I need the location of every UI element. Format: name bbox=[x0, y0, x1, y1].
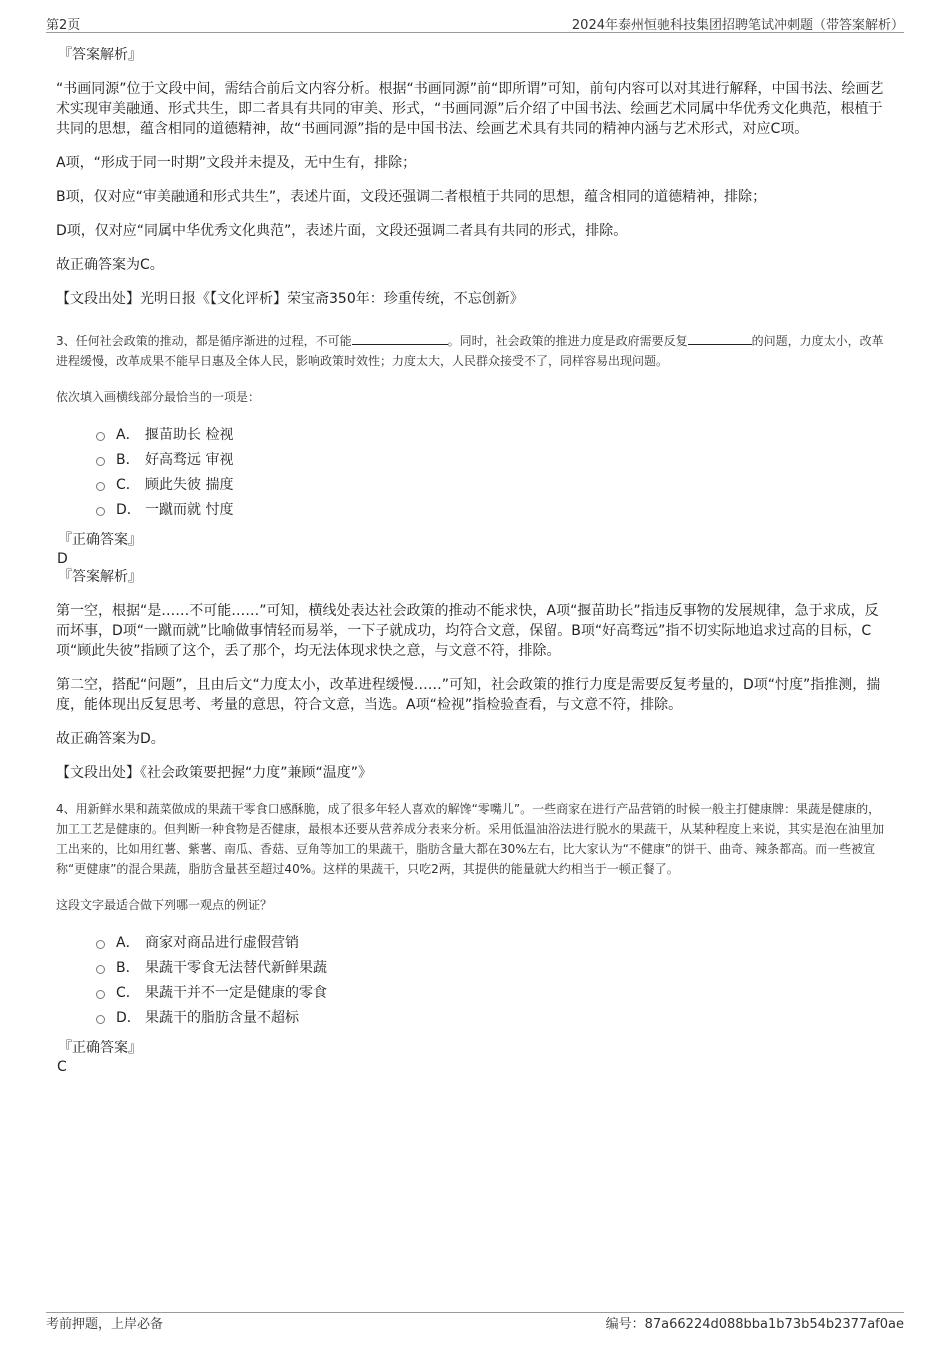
page-content bbox=[56, 46, 892, 1076]
q4-option-c[interactable]: C． 果蔬干并不一定是健康的零食 bbox=[56, 981, 892, 1006]
q3-option-a[interactable]: A． 揠苗助长 检视 bbox=[56, 423, 892, 448]
q3-prompt: 依次填入画横线部分最恰当的一项是： bbox=[56, 390, 261, 404]
radio-button[interactable] bbox=[96, 940, 105, 949]
q3-answer: D bbox=[57, 551, 68, 567]
q3-source: 【文段出处】《社会政策要把握“力度”兼顾“温度”》 bbox=[56, 765, 373, 781]
q4-option-b[interactable]: B． 果蔬干零食无法替代新鲜果蔬 bbox=[56, 956, 892, 981]
q3-conclusion: 故正确答案为D。 bbox=[56, 731, 165, 747]
q4-stem: 4、用新鲜水果和蔬菜做成的果蔬干零食口感酥脆，成了很多年轻人喜欢的解馋“零嘴儿”。一些商家在进行产品营销的时候一般主打健康牌：果蔬是健康的，加工工艺是健康的。但判断一种食物是否健康，最根本还要从营养成分表来分析。采用低温油浴法进行脱水的果蔬干，从某种程度上来说，其实是泡在油里加工出来的，比如用红薯、紫薯、南瓜、香菇、豆角等加工的果蔬干，脂肪含量大都在30%左右，比大家认为“不健康”的饼干、曲奇、辣条都高。而一些被宣称“更健康”的混合果蔬，脂肪含量甚至超过40%。这样的果蔬干，只吃2两，其提供的能量就大约相当于一顿正餐了。 bbox=[56, 802, 885, 876]
q2-source: 【文段出处】光明日报《【文化评析】荣宝斋350年：珍重传统，不忘创新》 bbox=[56, 291, 524, 307]
q2-analysis-option-a: A项，“形成于同一时期”文段并未提及，无中生有，排除； bbox=[56, 155, 417, 171]
q2-conclusion: 故正确答案为C。 bbox=[56, 257, 164, 273]
q2-analysis-paragraph: “书画同源”位于文段中间，需结合前后文内容分析。根据“书画同源”前“即所谓”可知，前句内容可以对其进行解释，中国书法、绘画艺术实现审美融通、形式共生，即二者具有共同的审美、形式，“书画同源”后介绍了中国书法、绘画艺术同属中华优秀文化典范，根植于共同的思想，蕴含相同的道德精神，故“书画同源”指的是中国书法、绘画艺术具有共同的精神内涵与艺术形式，对应C项。 bbox=[56, 81, 884, 137]
q4-answer-label: 『正确答案』 bbox=[58, 1040, 142, 1056]
q3-options bbox=[56, 423, 892, 523]
q4-option-a[interactable]: A． 商家对商品进行虚假营销 bbox=[56, 931, 892, 956]
q2-analysis-option-d: D项，仅对应“同属中华优秀文化典范”，表述片面，文段还强调二者具有共同的形式，排除。 bbox=[56, 223, 628, 239]
page-header bbox=[46, 14, 904, 33]
radio-button[interactable] bbox=[96, 457, 105, 466]
q3-option-b[interactable]: B． 好高骛远 审视 bbox=[56, 448, 892, 473]
q3-analysis-blank-2: 第二空，搭配“问题”，且由后文“力度太小，改革进程缓慢……”可知，社会政策的推行力度是需要反复考量的，D项“忖度”指推测，揣度，能体现出反复思考、考量的意思，符合文意，当选。A项“检视”指检验查看，与文意不符，排除。 bbox=[56, 677, 881, 713]
radio-button[interactable] bbox=[96, 482, 105, 491]
q3-answer-label: 『正确答案』 bbox=[58, 532, 142, 548]
page-number: 第2页 bbox=[46, 18, 81, 33]
radio-button[interactable] bbox=[96, 1015, 105, 1024]
q3-analysis-label: 『答案解析』 bbox=[58, 569, 142, 585]
document-title: 2024年泰州恒驰科技集团招聘笔试冲刺题（带答案解析） bbox=[571, 18, 904, 33]
radio-button[interactable] bbox=[96, 432, 105, 441]
q3-analysis-blank-1: 第一空，根据“是……不可能……”可知，横线处表达社会政策的推动不能求快，A项“揠苗助长”指违反事物的发展规律，急于求成，反而坏事，D项“一蹴而就”比喻做事情轻而易举，一下子就成功，均符合文意，保留。B项“好高骛远”指不切实际地追求过高的目标，C项“顾此失彼”指顾了这个，丢了那个，均无法体现求快之意，与文意不符，排除。 bbox=[56, 603, 879, 659]
q2-analysis-label: 『答案解析』 bbox=[58, 47, 142, 63]
q2-analysis-option-b: B项，仅对应“审美融通和形式共生”，表述片面，文段还强调二者根植于共同的思想，蕴含相同的道德精神，排除； bbox=[56, 189, 767, 205]
radio-button[interactable] bbox=[96, 965, 105, 974]
radio-button[interactable] bbox=[96, 990, 105, 999]
q4-option-d[interactable]: D． 果蔬干的脂肪含量不超标 bbox=[56, 1006, 892, 1031]
q3-stem: 3、任何社会政策的推动，都是循序渐进的过程，不可能 。同时，社会政策的推进力度是政府需要反复 的问题，力度太小，改革进程缓慢，改革成果不能早日惠及全体人民，影响政策时效性；力度太大，人民群众接受不了，同样容易出现问题。 bbox=[56, 334, 884, 368]
q4-prompt: 这段文字最适合做下列哪一观点的例证？ bbox=[56, 898, 273, 912]
radio-button[interactable] bbox=[96, 507, 105, 516]
q3-option-d[interactable]: D． 一蹴而就 忖度 bbox=[56, 498, 892, 523]
blank-1 bbox=[352, 332, 448, 345]
blank-2 bbox=[688, 332, 752, 345]
q3-option-c[interactable]: C． 顾此失彼 揣度 bbox=[56, 473, 892, 498]
q4-answer: C bbox=[57, 1059, 67, 1075]
footer-serial-number: 编号：87a66224d088bba1b73b54b2377af0ae bbox=[605, 1317, 904, 1332]
footer-slogan: 考前押题，上岸必备 bbox=[46, 1317, 164, 1332]
q4-options bbox=[56, 931, 892, 1031]
